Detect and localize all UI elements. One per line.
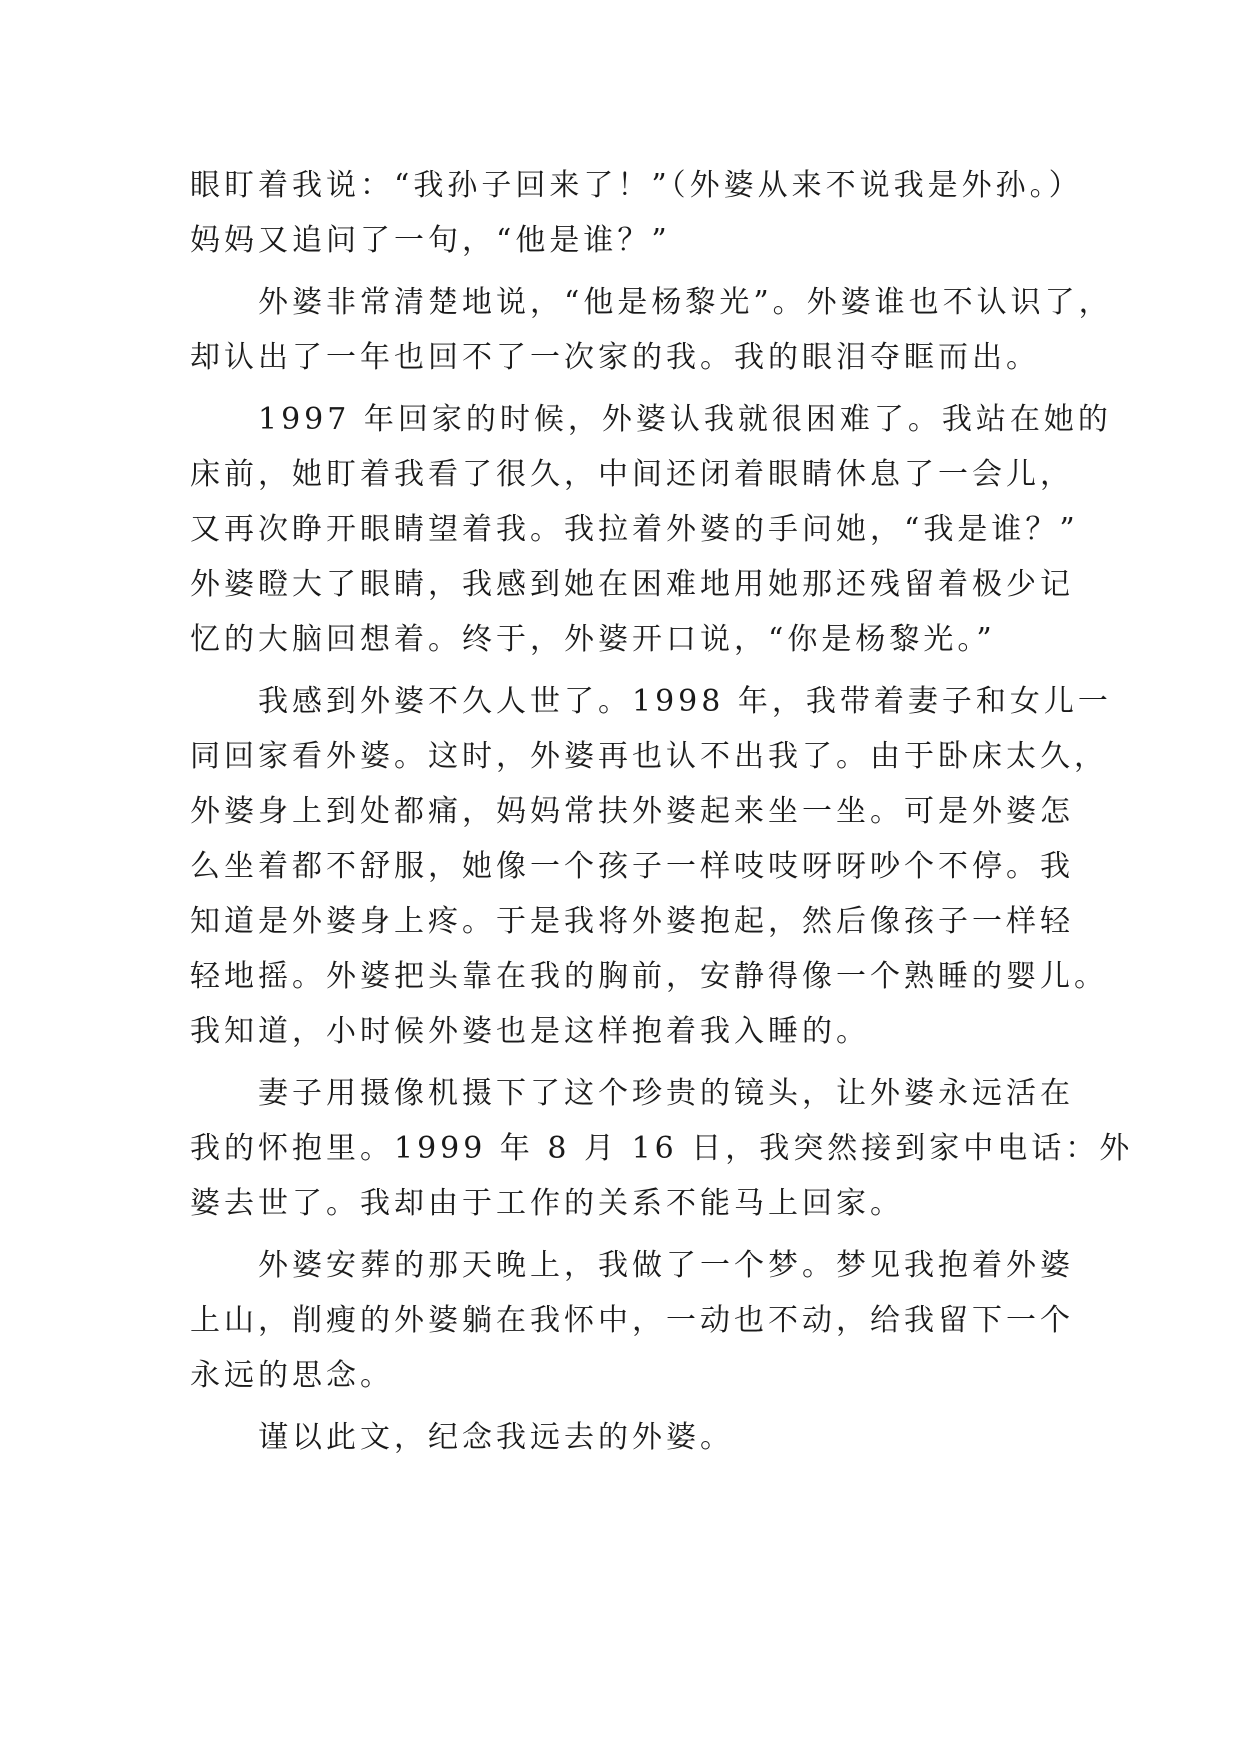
- text-line: 外婆身上到处都痛，妈妈常扶外婆起来坐一坐。可是外婆怎: [190, 794, 1074, 829]
- text-line: 外婆瞪大了眼睛，我感到她在困难地用她那还残留着极少记: [190, 567, 1074, 602]
- text-line: 知道是外婆身上疼。于是我将外婆抱起，然后像孩子一样轻: [190, 904, 1074, 939]
- text-line: 么坐着都不舒服，她像一个孩子一样吱吱呀呀吵个不停。我: [190, 849, 1074, 884]
- paragraph: [190, 392, 1112, 667]
- text-line: 轻地摇。外婆把头靠在我的胸前，安静得像一个熟睡的婴儿。: [190, 959, 1108, 994]
- text-line: 谨以此文，纪念我远去的外婆。: [190, 1420, 734, 1455]
- text-line: 我感到外婆不久人世了。1998 年，我带着妻子和女儿一: [190, 684, 1112, 719]
- text-line: 外婆非常清楚地说，“他是杨黎光”。外婆谁也不认识了，: [190, 285, 1113, 320]
- text-line: 又再次睁开眼睛望着我。我拉着外婆的手问她，“我是谁？”: [190, 512, 1079, 547]
- text-line: 妻子用摄像机摄下了这个珍贵的镜头，让外婆永远活在: [190, 1076, 1074, 1111]
- paragraph: [190, 674, 1112, 1059]
- paragraph: [190, 275, 1113, 385]
- text-line: 婆去世了。我却由于工作的关系不能马上回家。: [190, 1186, 904, 1221]
- text-line: 眼盯着我说：“我孙子回来了！”（外婆从来不说我是外孙。）: [190, 168, 1083, 203]
- paragraph: [190, 158, 1090, 268]
- text-line: 外婆安葬的那天晚上，我做了一个梦。梦见我抱着外婆: [190, 1248, 1074, 1283]
- text-line: 床前，她盯着我看了很久，中间还闭着眼睛休息了一会儿，: [190, 457, 1074, 492]
- text-line: 却认出了一年也回不了一次家的我。我的眼泪夺眶而出。: [190, 340, 1040, 375]
- paragraph: [190, 1066, 1134, 1231]
- paragraph: [190, 1238, 1090, 1403]
- text-line: 忆的大脑回想着。终于，外婆开口说，“你是杨黎光。”: [190, 622, 996, 657]
- text-line: 1997 年回家的时候，外婆认我就很困难了。我站在她的: [190, 402, 1112, 437]
- text-line: 妈妈又追问了一句，“他是谁？”: [190, 223, 671, 258]
- paragraph: [190, 1410, 1090, 1465]
- article-body: [190, 158, 1134, 1465]
- text-line: 同回家看外婆。这时，外婆再也认不出我了。由于卧床太久，: [190, 739, 1108, 774]
- text-line: 我的怀抱里。1999 年 8 月 16 日，我突然接到家中电话：外: [190, 1131, 1134, 1166]
- text-line: 上山，削瘦的外婆躺在我怀中，一动也不动，给我留下一个: [190, 1303, 1074, 1338]
- text-line: 我知道，小时候外婆也是这样抱着我入睡的。: [190, 1014, 870, 1049]
- text-line: 永远的思念。: [190, 1358, 394, 1393]
